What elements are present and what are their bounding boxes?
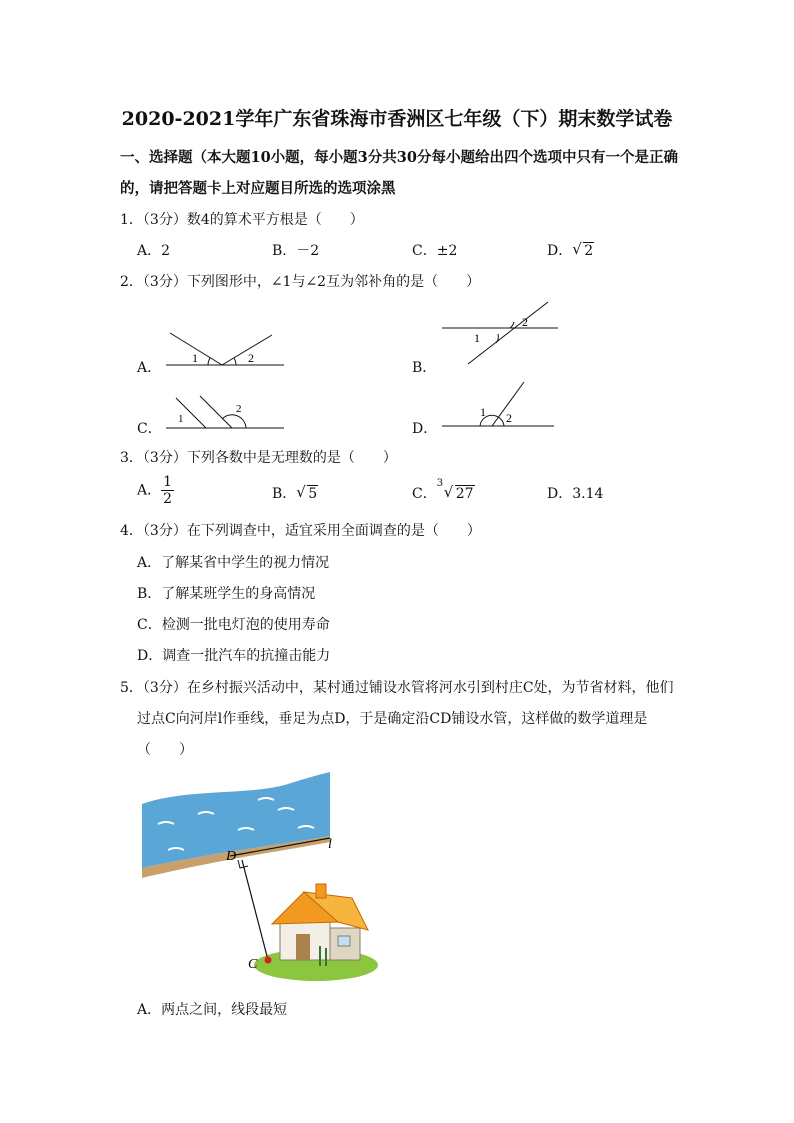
question-1-stem: 1．（3分）数4的算术平方根是（ ）: [120, 212, 364, 228]
chimney: [316, 884, 326, 898]
section-heading-line2: 的，请把答题卡上对应题目所选的选项涂黑: [120, 180, 396, 197]
q2a-angle1-label: 1: [192, 351, 198, 365]
q3-option-b-label: B．: [272, 486, 297, 502]
q2b-angle1-label: 1: [474, 331, 480, 345]
q1-d-radicand: 2: [584, 243, 594, 259]
q2b-angle2-label: 2: [522, 315, 528, 329]
q2d-angle1-label: 1: [480, 405, 486, 419]
q3-b-radicand: 5: [308, 486, 318, 502]
house-door: [296, 934, 310, 960]
q3-option-a[interactable]: [137, 474, 174, 507]
question-5-stem-line1: 5．（3分）在乡村振兴活动中，某村通过铺设水管将河水引到村庄C处，为节省材料，他们: [120, 680, 674, 696]
q3-option-b[interactable]: [272, 483, 318, 503]
q1-option-a[interactable]: A．2: [137, 243, 171, 259]
q2a-angle2-label: 2: [248, 351, 254, 365]
q3-a-numerator: 1: [163, 474, 173, 490]
question-4-stem: 4．（3分）在下列调查中，适宜采用全面调查的是（ ）: [120, 523, 481, 539]
q2-option-c[interactable]: C．: [137, 421, 162, 437]
q1-option-d-label: D．: [547, 243, 573, 259]
q2-figure-d: [438, 378, 558, 434]
q1-option-c[interactable]: C．±2: [412, 243, 458, 259]
q3-option-c[interactable]: [412, 478, 475, 503]
q2-option-b[interactable]: B．: [412, 360, 437, 376]
q1-option-b[interactable]: B．－2: [272, 243, 320, 259]
q2c-angle1-label: 1: [178, 413, 184, 425]
fraction: [161, 474, 174, 507]
question-2-stem: 2．（3分）下列图形中，∠1与∠2互为邻补角的是（ ）: [120, 274, 481, 290]
point-c: [265, 957, 272, 964]
q4-option-d[interactable]: D．调查一批汽车的抗撞击能力: [137, 648, 331, 664]
house-window: [338, 936, 350, 946]
label-l: l: [328, 837, 332, 852]
q5-option-a[interactable]: A．两点之间，线段最短: [137, 1002, 288, 1018]
question-5-stem-line2: 过点C向河岸l作垂线，垂足为点D，于是确定沿CD铺设水管，这样做的数学道理是: [137, 711, 648, 727]
q3-c-radicand: 27: [455, 486, 474, 502]
q3-option-c-label: C．: [412, 486, 437, 502]
q1-option-d[interactable]: [547, 240, 594, 260]
q5-river-village-figure: [138, 770, 388, 985]
section-heading-line1: 一、选择题（本大题10小题，每小题3分共30分每小题给出四个选项中只有一个是正确: [120, 149, 678, 166]
q3-option-d[interactable]: D．3.14: [547, 486, 604, 502]
q2-figure-a: [160, 325, 290, 375]
sqrt-symbol: √ 5: [296, 483, 318, 502]
q3-a-denominator: 2: [163, 491, 173, 507]
sqrt-symbol: √ 2: [572, 240, 594, 259]
q2-option-a[interactable]: A．: [137, 360, 162, 376]
question-3-stem: 3．（3分）下列各数中是无理数的是（ ）: [120, 450, 397, 466]
q2-option-d[interactable]: D．: [412, 421, 438, 437]
q2d-angle2-label: 2: [506, 411, 512, 425]
label-d: D: [226, 849, 237, 864]
page-title: 2020-2021学年广东省珠海市香洲区七年级（下）期末数学试卷: [121, 108, 673, 130]
q3-option-a-label: A．: [137, 482, 162, 499]
q4-option-a[interactable]: A．了解某省中学生的视力情况: [137, 555, 330, 571]
q4-option-c[interactable]: C．检测一批电灯泡的使用寿命: [137, 617, 330, 633]
question-5-stem-line3: （ ）: [137, 742, 193, 758]
cube-root-symbol: 3 √ 27: [436, 478, 474, 502]
q4-option-b[interactable]: B．了解某班学生的身高情况: [137, 586, 316, 602]
q2-figure-b: [438, 298, 563, 368]
q3-c-index: 3: [436, 478, 444, 489]
q2-figure-c: [160, 392, 290, 437]
q2c-angle2-label: 2: [236, 403, 242, 415]
label-c: C: [248, 957, 258, 972]
